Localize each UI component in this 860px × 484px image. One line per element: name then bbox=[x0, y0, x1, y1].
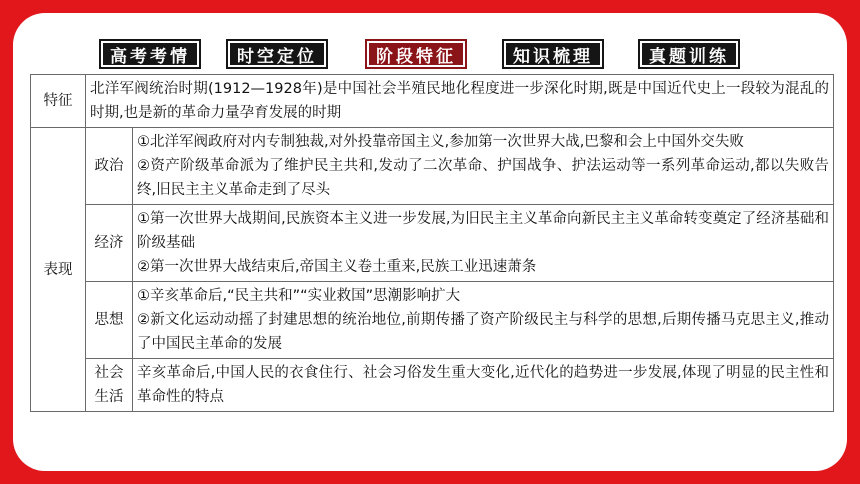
row-content-politics bbox=[133, 128, 834, 205]
list-item: ①北洋军阀政府对内专制独裁,对外投靠帝国主义,参加第一次世界大战,巴黎和会上中国外交失败 bbox=[137, 134, 744, 150]
list-item: ①辛亥革命后,“民主共和”“实业救国”思潮影响扩大 bbox=[137, 288, 461, 304]
tab-time-space[interactable]: 时空定位 bbox=[226, 39, 328, 69]
feature-label: 特征 bbox=[31, 75, 86, 128]
table-row-economy bbox=[31, 205, 834, 282]
tab-stage-features[interactable]: 阶段特征 bbox=[365, 39, 467, 69]
feature-text: 北洋军阀统治时期(1912—1928年)是中国社会半殖民地化程度进一步深化时期,既是中国近代史上一段较为混乱的时期,也是新的革命力量孕育发展的时期 bbox=[86, 75, 834, 128]
tab-exam-situation[interactable]: 高考考情 bbox=[99, 39, 201, 69]
list-item: ②第一次世界大战结束后,帝国主义卷土重来,民族工业迅速萧条 bbox=[137, 259, 537, 275]
content-card bbox=[13, 13, 847, 471]
row-label-economy: 经济 bbox=[86, 205, 133, 282]
row-content-thought bbox=[133, 282, 834, 359]
list-item: 辛亥革命后,中国人民的衣食住行、社会习俗发生重大变化,近代化的趋势进一步发展,体现了明显的民主性和革命性的特点 bbox=[137, 365, 829, 405]
table-row-feature bbox=[31, 75, 834, 128]
tab-bar bbox=[13, 39, 847, 69]
row-content-economy bbox=[133, 205, 834, 282]
table-row-politics bbox=[31, 128, 834, 205]
row-label-thought: 思想 bbox=[86, 282, 133, 359]
list-item: ②资产阶级革命派为了维护民主共和,发动了二次革命、护国战争、护法运动等一系列革命运动,都以失败告终,旧民主主义革命走到了尽头 bbox=[137, 158, 829, 198]
row-content-social-life bbox=[133, 359, 834, 412]
tab-knowledge[interactable]: 知识梳理 bbox=[502, 39, 604, 69]
manifest-label: 表现 bbox=[31, 128, 86, 412]
features-table bbox=[30, 74, 834, 412]
table-row-social-life bbox=[31, 359, 834, 412]
row-label-social-life: 社会生活 bbox=[86, 359, 133, 412]
list-item: ①第一次世界大战期间,民族资本主义进一步发展,为旧民主主义革命向新民主主义革命转变奠定了经济基础和阶级基础 bbox=[137, 211, 829, 251]
list-item: ②新文化运动动摇了封建思想的统治地位,前期传播了资产阶级民主与科学的思想,后期传播马克思主义,推动了中国民主革命的发展 bbox=[137, 312, 829, 352]
tab-practice[interactable]: 真题训练 bbox=[638, 39, 740, 69]
table-row-thought bbox=[31, 282, 834, 359]
row-label-politics: 政治 bbox=[86, 128, 133, 205]
